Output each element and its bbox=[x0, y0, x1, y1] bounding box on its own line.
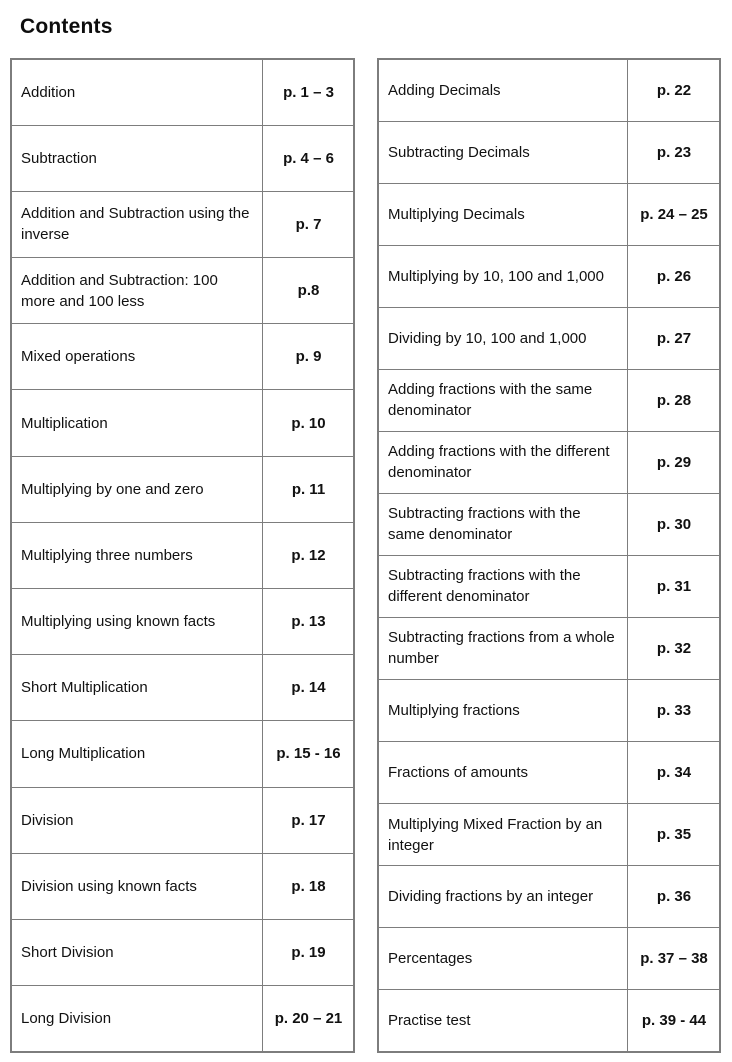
table-row bbox=[11, 191, 354, 257]
page-number-link[interactable]: p. 4 – 6 bbox=[263, 125, 355, 191]
topic-cell: Multiplying fractions bbox=[378, 679, 628, 741]
page-number-link[interactable]: p. 34 bbox=[628, 742, 721, 804]
topic-cell: Adding fractions with the different denominator bbox=[378, 431, 628, 493]
table-row bbox=[378, 121, 720, 183]
topic-cell: Dividing fractions by an integer bbox=[378, 866, 628, 928]
page-number-link[interactable]: p. 32 bbox=[628, 617, 721, 679]
table-row bbox=[378, 431, 720, 493]
table-row bbox=[11, 589, 354, 655]
topic-cell: Multiplying by one and zero bbox=[11, 456, 263, 522]
table-row bbox=[378, 928, 720, 990]
topic-cell: Subtracting Decimals bbox=[378, 121, 628, 183]
topic-cell: Multiplying Decimals bbox=[378, 183, 628, 245]
page-number-link[interactable]: p. 15 - 16 bbox=[263, 721, 355, 787]
page-number-link[interactable]: p. 27 bbox=[628, 307, 721, 369]
page-number-link[interactable]: p.8 bbox=[263, 258, 355, 324]
topic-cell: Addition bbox=[11, 59, 263, 125]
page-number-link[interactable]: p. 20 – 21 bbox=[263, 986, 355, 1052]
page-number-link[interactable]: p. 18 bbox=[263, 853, 355, 919]
topic-cell: Adding Decimals bbox=[378, 59, 628, 121]
page-number-link[interactable]: p. 1 – 3 bbox=[263, 59, 355, 125]
table-row bbox=[11, 853, 354, 919]
page-number-link[interactable]: p. 36 bbox=[628, 866, 721, 928]
page-number-link[interactable]: p. 9 bbox=[263, 324, 355, 390]
table-row bbox=[378, 990, 720, 1052]
topic-cell: Multiplying using known facts bbox=[11, 589, 263, 655]
topic-cell: Multiplying three numbers bbox=[11, 522, 263, 588]
table-row bbox=[378, 679, 720, 741]
table-row bbox=[378, 493, 720, 555]
page-number-link[interactable]: p. 14 bbox=[263, 655, 355, 721]
table-row bbox=[378, 617, 720, 679]
topic-cell: Percentages bbox=[378, 928, 628, 990]
topic-cell: Addition and Subtraction: 100 more and 100 less bbox=[11, 258, 263, 324]
table-row bbox=[378, 369, 720, 431]
topic-cell: Subtracting fractions from a whole number bbox=[378, 617, 628, 679]
table-row bbox=[378, 804, 720, 866]
table-row bbox=[11, 59, 354, 125]
topic-cell: Multiplying Mixed Fraction by an integer bbox=[378, 804, 628, 866]
topic-cell: Short Multiplication bbox=[11, 655, 263, 721]
table-row bbox=[378, 245, 720, 307]
topic-cell: Multiplication bbox=[11, 390, 263, 456]
page-number-link[interactable]: p. 22 bbox=[628, 59, 721, 121]
page-number-link[interactable]: p. 12 bbox=[263, 522, 355, 588]
page-number-link[interactable]: p. 33 bbox=[628, 679, 721, 741]
page-number-link[interactable]: p. 28 bbox=[628, 369, 721, 431]
table-row bbox=[11, 390, 354, 456]
topic-cell: Practise test bbox=[378, 990, 628, 1052]
topic-cell: Subtraction bbox=[11, 125, 263, 191]
page-number-link[interactable]: p. 37 – 38 bbox=[628, 928, 721, 990]
table-row bbox=[11, 655, 354, 721]
table-row bbox=[378, 307, 720, 369]
table-row bbox=[11, 919, 354, 985]
page-number-link[interactable]: p. 24 – 25 bbox=[628, 183, 721, 245]
topic-cell: Multiplying by 10, 100 and 1,000 bbox=[378, 245, 628, 307]
page-number-link[interactable]: p. 35 bbox=[628, 804, 721, 866]
table-row bbox=[11, 456, 354, 522]
table-row bbox=[378, 555, 720, 617]
table-row bbox=[378, 742, 720, 804]
page-number-link[interactable]: p. 7 bbox=[263, 191, 355, 257]
table-row bbox=[11, 125, 354, 191]
topic-cell: Addition and Subtraction using the inverse bbox=[11, 191, 263, 257]
topic-cell: Division using known facts bbox=[11, 853, 263, 919]
contents-table-left-body bbox=[11, 59, 354, 1052]
page-number-link[interactable]: p. 10 bbox=[263, 390, 355, 456]
table-row bbox=[378, 183, 720, 245]
topic-cell: Division bbox=[11, 787, 263, 853]
table-row bbox=[378, 59, 720, 121]
page-number-link[interactable]: p. 23 bbox=[628, 121, 721, 183]
topic-cell: Subtracting fractions with the different denominator bbox=[378, 555, 628, 617]
topic-cell: Fractions of amounts bbox=[378, 742, 628, 804]
table-row bbox=[11, 522, 354, 588]
page-number-link[interactable]: p. 11 bbox=[263, 456, 355, 522]
contents-table-left bbox=[10, 58, 355, 1053]
table-row bbox=[11, 721, 354, 787]
contents-table-right-body bbox=[378, 59, 720, 1052]
page-number-link[interactable]: p. 13 bbox=[263, 589, 355, 655]
table-row bbox=[378, 866, 720, 928]
table-row bbox=[11, 324, 354, 390]
topic-cell: Dividing by 10, 100 and 1,000 bbox=[378, 307, 628, 369]
topic-cell: Long Division bbox=[11, 986, 263, 1052]
page-title: Contents bbox=[20, 15, 113, 38]
page-number-link[interactable]: p. 17 bbox=[263, 787, 355, 853]
page-number-link[interactable]: p. 30 bbox=[628, 493, 721, 555]
page-number-link[interactable]: p. 29 bbox=[628, 431, 721, 493]
topic-cell: Long Multiplication bbox=[11, 721, 263, 787]
topic-cell: Subtracting fractions with the same denominator bbox=[378, 493, 628, 555]
page-number-link[interactable]: p. 19 bbox=[263, 919, 355, 985]
contents-table-right bbox=[377, 58, 721, 1053]
table-row bbox=[11, 986, 354, 1052]
page-number-link[interactable]: p. 31 bbox=[628, 555, 721, 617]
table-row bbox=[11, 258, 354, 324]
page-number-link[interactable]: p. 26 bbox=[628, 245, 721, 307]
table-row bbox=[11, 787, 354, 853]
topic-cell: Short Division bbox=[11, 919, 263, 985]
topic-cell: Mixed operations bbox=[11, 324, 263, 390]
topic-cell: Adding fractions with the same denominator bbox=[378, 369, 628, 431]
page-number-link[interactable]: p. 39 - 44 bbox=[628, 990, 721, 1052]
